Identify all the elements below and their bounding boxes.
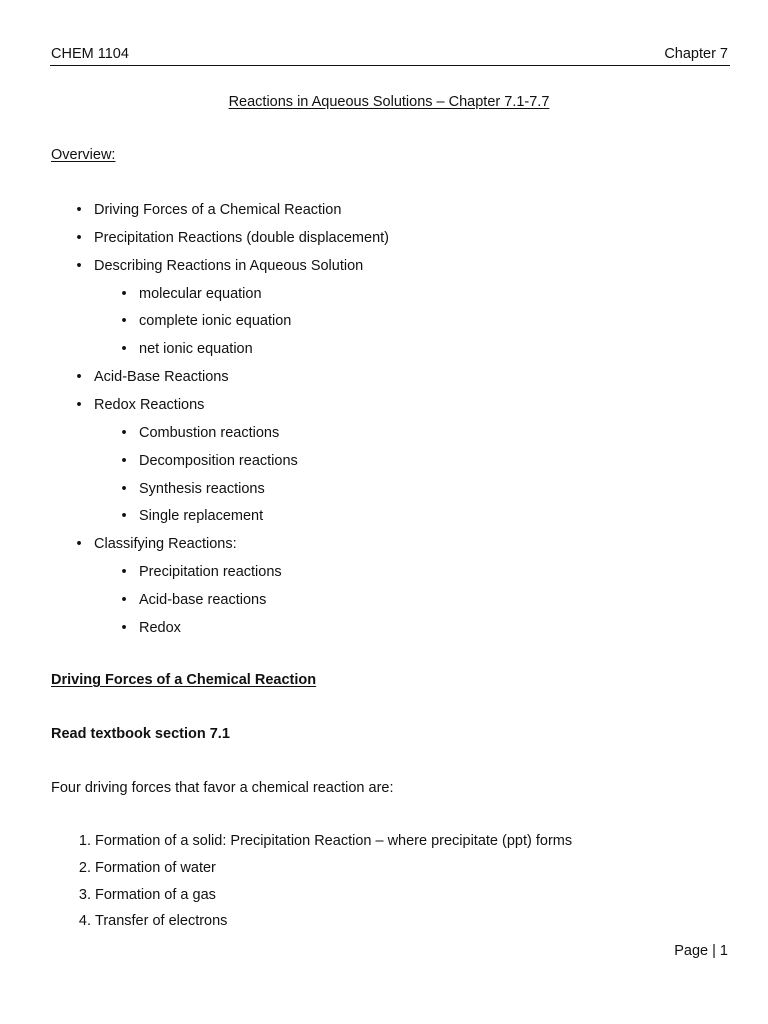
bullet-text: Decomposition reactions [139,452,298,469]
item-text: Formation of a solid: Precipitation Reaction – where precipitate (ppt) forms [95,833,573,849]
course-code: CHEM 1104 [51,46,129,62]
section-heading: Driving Forces of a Chemical Reaction [51,672,317,688]
bullet-text: Single replacement [139,508,264,525]
item-text: Formation of a gas [95,886,216,903]
bullet-text: Classifying Reactions: [94,536,237,553]
item-text: Transfer of electrons [95,913,228,930]
bullet-icon: • [121,424,127,441]
bullet-icon: • [76,229,82,246]
bullet-text: Driving Forces of a Chemical Reaction [94,202,342,218]
bullet-text: complete ionic equation [139,313,292,330]
bullet-icon: • [76,257,82,274]
item-text: Formation of water [95,859,216,876]
bullet-icon: • [76,202,82,218]
bullet-icon: • [121,341,127,358]
bullet-icon: • [121,452,127,469]
bullet-text: molecular equation [139,285,262,302]
intro-text: Four driving forces that favor a chemical reaction are: [51,780,394,796]
chapter-label: Chapter 7 [664,46,728,62]
bullet-icon: • [121,564,127,581]
bullet-text: net ionic equation [139,341,253,358]
bullet-text: Synthesis reactions [139,480,265,497]
bullet-text: Combustion reactions [139,424,280,441]
item-number: 1. [78,833,91,849]
bullet-text: Redox [139,619,181,636]
bullet-text: Redox Reactions [94,396,205,413]
bullet-text: Acid-Base Reactions [94,369,229,386]
bullet-text: Precipitation Reactions (double displacement) [94,229,389,246]
page-number: Page | 1 [674,943,728,959]
item-number: 2. [78,859,91,876]
bullet-text: Acid-base reactions [139,591,267,608]
document-title: Reactions in Aqueous Solutions – Chapter 7.1-7.7 [228,94,550,110]
overview-heading: Overview: [51,147,116,163]
bullet-icon: • [121,480,127,497]
item-number: 3. [78,886,91,903]
bullet-icon: • [121,313,127,330]
bullet-icon: • [121,508,127,525]
bullet-icon: • [76,536,82,553]
bullet-icon: • [121,619,127,636]
bullet-icon: • [76,369,82,386]
bullet-text: Describing Reactions in Aqueous Solution [94,257,364,274]
bullet-icon: • [121,285,127,302]
bullet-icon: • [76,396,82,413]
bullet-icon: • [121,591,127,608]
item-number: 4. [78,913,91,930]
header-divider [50,65,730,66]
bullet-text: Precipitation reactions [139,564,282,581]
reading-instruction: Read textbook section 7.1 [51,726,230,742]
